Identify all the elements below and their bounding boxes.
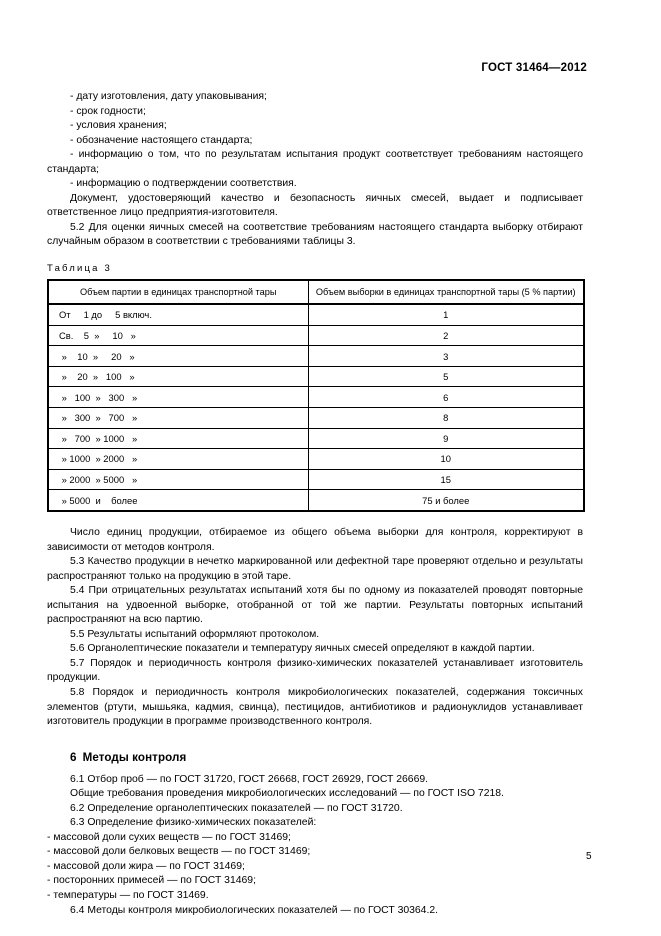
clause-6-3: 6.3 Определение физико-химических показателей: (70, 817, 317, 829)
list-item: - обозначение настоящего стандарта; (70, 134, 253, 146)
section-title: Методы контроля (82, 750, 187, 764)
cell-sample-value: 8 (308, 407, 584, 428)
section-number: 6 (70, 750, 77, 764)
list-item: - срок годности; (70, 105, 146, 117)
table-row (48, 407, 584, 428)
column-header-sample-volume: Объем выборки в единицах транспортной тары (5 % партии) (308, 280, 584, 304)
cell-sample-value: 10 (308, 449, 584, 470)
cell-lot-range: » 1000 » 2000 » (48, 449, 308, 470)
table-row (48, 490, 584, 511)
cell-lot-range: От 1 до 5 включ. (48, 304, 308, 325)
table-row (48, 346, 584, 367)
table-row (48, 304, 584, 325)
list-item: - посторонних примесей — по ГОСТ 31469; (47, 875, 256, 887)
column-header-lot-volume: Объем партии в единицах транспортной тары (48, 280, 308, 304)
cell-sample-value: 3 (308, 346, 584, 367)
list-item: - массовой доли белковых веществ — по ГОСТ 31469; (47, 846, 311, 858)
table-row (48, 366, 584, 387)
cell-sample-value: 2 (308, 325, 584, 346)
clause-6-4: 6.4 Методы контроля микробиологических показателей — по ГОСТ 30364.2. (70, 904, 439, 916)
paragraph-document-issuer: Документ, удостоверяющий качество и безопасность яичных смесей, выдает и подписывает ответственное лицо предприятия-изготовителя. (47, 192, 583, 219)
page-content (47, 90, 583, 918)
cell-lot-range: » 300 » 700 » (48, 407, 308, 428)
paragraph-units-correction: Число единиц продукции, отбираемое из общего объема выборки для контроля, корректируют в зависимости от методов контроля. (47, 526, 583, 553)
cell-lot-range: » 5000 и более (48, 490, 308, 511)
table-row (48, 469, 584, 490)
table-row (48, 428, 584, 449)
clause-6-1: 6.1 Отбор проб — по ГОСТ 31720, ГОСТ 26668, ГОСТ 26929, ГОСТ 26669. (70, 773, 429, 785)
clause-5-5: 5.5 Результаты испытаний оформляют протоколом. (70, 628, 320, 640)
cell-sample-value: 1 (308, 304, 584, 325)
list-item: - температуры — по ГОСТ 31469. (47, 889, 209, 901)
list-item: - массовой доли жира — по ГОСТ 31469; (47, 860, 245, 872)
list-item-conformity: - информацию о том, что по результатам испытания продукт соответствует требованиям настоящего стандарта; (47, 149, 583, 175)
table-row (48, 449, 584, 470)
cell-lot-range: Св. 5 » 10 » (48, 325, 308, 346)
running-header-standard-number: ГОСТ 31464—2012 (481, 62, 587, 74)
list-item: - условия хранения; (70, 120, 167, 132)
table-caption: Таблица 3 (47, 263, 112, 275)
table-body (48, 304, 584, 511)
list-item: - дату изготовления, дату упаковывания; (70, 91, 267, 102)
clause-5-7: 5.7 Порядок и периодичность контроля физико-химических показателей устанавливает изготовитель продукции. (47, 657, 583, 684)
cell-sample-value: 5 (308, 366, 584, 387)
page-number: 5 (586, 851, 592, 862)
cell-lot-range: » 10 » 20 » (48, 346, 308, 367)
clause-5-2: 5.2 Для оценки яичных смесей на соответствие требованиям настоящего стандарта выборку отбирают случайным образом в соответствии с требованиями таблицы 3. (47, 221, 583, 248)
cell-sample-value: 6 (308, 387, 584, 408)
table-row (48, 325, 584, 346)
clause-5-3: 5.3 Качество продукции в нечетко маркированной или дефектной таре проверяют отдельно и результаты распространяют только на продукцию в этой таре. (47, 556, 583, 582)
cell-sample-value: 75 и более (308, 490, 584, 511)
section-heading-methods-of-control (47, 730, 583, 773)
cell-sample-value: 15 (308, 469, 584, 490)
cell-lot-range: » 20 » 100 » (48, 366, 308, 387)
cell-sample-value: 9 (308, 428, 584, 449)
clause-5-4: 5.4 При отрицательных результатах испытаний хотя бы по одному из показателей проводят повторные испытания на удвоенной выборке, отобранной от той же партии. Результаты повторных испытаний распространяют на всю партию. (47, 585, 583, 626)
list-item: - массовой доли сухих веществ — по ГОСТ 31469; (47, 831, 291, 843)
clause-6-2: 6.2 Определение органолептических показателей — по ГОСТ 31720. (70, 802, 403, 814)
table-3-sampling-plan (47, 279, 585, 512)
clause-5-8: 5.8 Порядок и периодичность контроля микробиологических показателей, содержания токсичных элементов (ртути, мышьяка, кадмия, свинца), пестицидов, антибиотиков и радионуклидов устанавливает изготовитель продукции в программе производственного контроля. (47, 686, 583, 728)
cell-lot-range: » 2000 » 5000 » (48, 469, 308, 490)
clause-5-6: 5.6 Органолептические показатели и температуру яичных смесей определяют в каждой партии. (70, 643, 535, 655)
clause-6-1-note: Общие требования проведения микробиологических исследований — по ГОСТ ISO 7218. (70, 788, 504, 800)
list-item-confirmation: - информацию о подтверждении соответствия. (70, 178, 297, 190)
cell-lot-range: » 100 » 300 » (48, 387, 308, 408)
table-header-row (48, 280, 584, 304)
table-row (48, 387, 584, 408)
cell-lot-range: » 700 » 1000 » (48, 428, 308, 449)
